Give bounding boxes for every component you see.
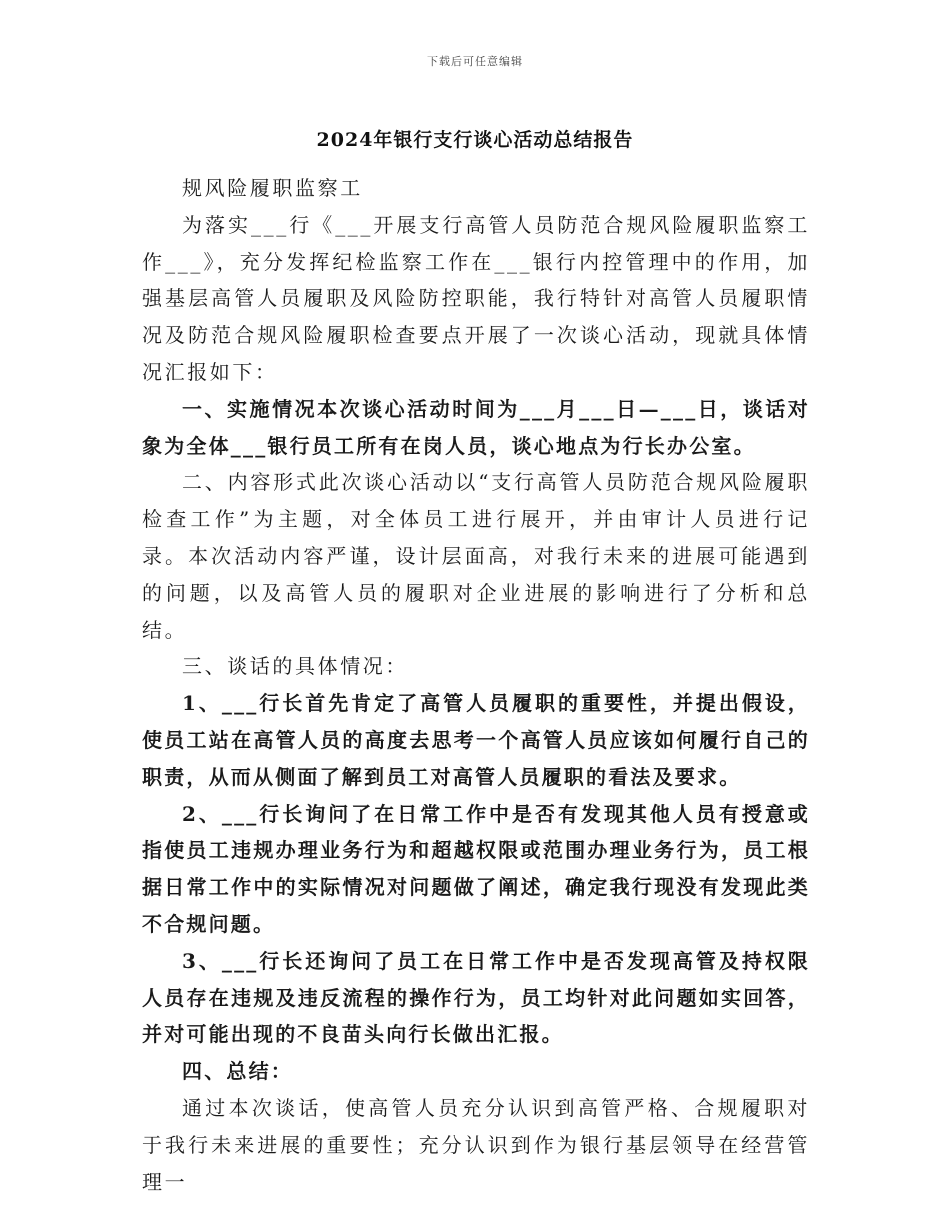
section-summary-heading: 四、总结： [182, 1059, 293, 1084]
paragraph-intro-fragment: 规风险履职监察工 [182, 176, 363, 200]
section-content-form: 二、内容形式此次谈心活动以“支行高管人员防范合规风险履职检查工作”为主题，对全体员工进行展开，并由审计人员进行记录。本次活动内容严谨，设计层面高，对我行未来的进展可能遇到的问题，以及高管人员的履职对企业进展的影响进行了分析和总结。 [142, 470, 810, 642]
summary-paragraph: 通过本次谈话，使高管人员充分认识到高管严格、合规履职对于我行未来进展的重要性；充分认识到作为银行基层领导在经营管理一 [142, 1095, 810, 1194]
paragraph-intro: 为落实___行《___开展支行高管人员防范合规风险履职监察工作___》，充分发挥纪检监察工作在___银行内控管理中的作用，加强基层高管人员履职及风险防控职能，我行特针对高管人员履职情况及防范合规风险履职检查要点开展了一次谈心活动，现就具体情况汇报如下： [142, 212, 810, 384]
talk-item-3: 3、___行长还询问了员工在日常工作中是否发现高管及持权限人员存在违规及违反流程的操作行为，员工均针对此问题如实回答，并对可能出现的不良苗头向行长做出汇报。 [142, 948, 810, 1047]
document-body [142, 170, 810, 1200]
document-title: 2024年银行支行谈心活动总结报告 [316, 129, 634, 151]
talk-item-1: 1、___行长首先肯定了高管人员履职的重要性，并提出假设，使员工站在高管人员的高度去思考一个高管人员应该如何履行自己的职责，从而从侧面了解到员工对高管人员履职的看法及要求。 [142, 691, 810, 789]
header-note: 下载后可任意编辑 [427, 55, 523, 68]
section-talk-details-heading: 三、谈话的具体情况： [182, 654, 408, 679]
talk-item-2: 2、___行长询问了在日常工作中是否有发现其他人员有授意或指使员工违规办理业务行为和超越权限或范围办理业务行为，员工根据日常工作中的实际情况对问题做了阐述，确定我行现没有发现此类不合规问题。 [142, 801, 810, 936]
section-implementation: 一、实施情况本次谈心活动时间为___月___日—___日，谈话对象为全体___银行员工所有在岗人员，谈心地点为行长办公室。 [142, 396, 810, 458]
